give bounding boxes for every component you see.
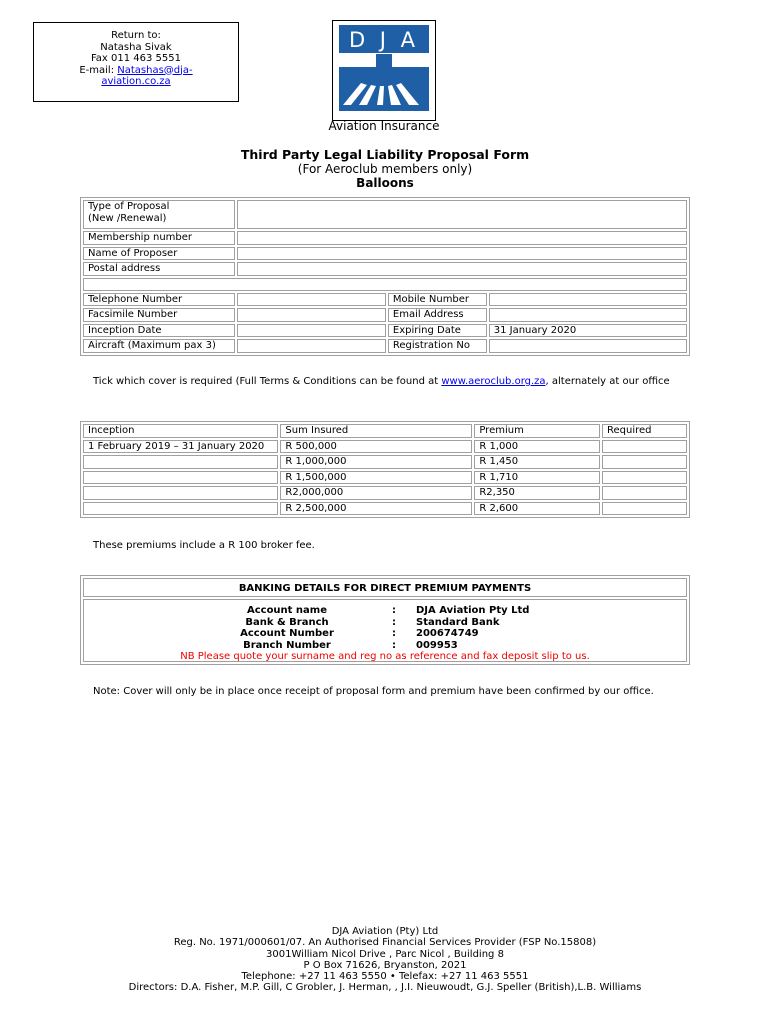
sum-insured-cell: R 2,500,000: [280, 502, 472, 516]
directors-list: Directors: D.A. Fisher, M.P. Gill, C Grobler, J. Herman, , J.I. Nieuwoudt, G.J. Speller (British),L.B. Williams: [128, 982, 642, 994]
type-of-proposal-label: Type of Proposal (New /Renewal): [83, 200, 235, 229]
table-row: [83, 502, 687, 516]
company-footer: [0, 926, 770, 994]
postal-address-field-continued[interactable]: [83, 278, 687, 291]
membership-number-label: Membership number: [83, 231, 235, 245]
dja-logo-graphic: [333, 21, 435, 120]
premium-cell: R 1,000: [474, 440, 600, 454]
colon: :: [392, 640, 396, 651]
empty-cell: [83, 502, 278, 516]
cover-confirmation-note: Note: Cover will only be in place once receipt of proposal form and premium have been confirmed by our office.: [93, 686, 654, 697]
empty-cell: [83, 486, 278, 500]
sum-insured-cell: R 1,000,000: [280, 455, 472, 469]
contact-name: Natasha Sivak: [100, 41, 172, 53]
empty-cell: [83, 471, 278, 485]
cover-period: 1 February 2019 – 31 January 2020: [83, 440, 278, 454]
bank-row-account-name: [84, 605, 686, 617]
premium-cell: R 1,710: [474, 471, 600, 485]
return-address-box: [33, 22, 239, 102]
aircraft-label: Aircraft (Maximum pax 3): [83, 339, 235, 353]
form-subtitle: (For Aeroclub members only): [297, 162, 473, 176]
branch-number-value: 009953: [416, 640, 458, 651]
registration-info: Reg. No. 1971/000601/07. An Authorised Financial Services Provider (FSP No.15808): [173, 937, 597, 949]
return-to-label: Return to:: [111, 30, 161, 41]
sum-insured-cell: R2,000,000: [280, 486, 472, 500]
sum-insured-cell: R 500,000: [280, 440, 472, 454]
premium-cell: R 2,600: [474, 502, 600, 516]
aeroclub-link[interactable]: www.aeroclub.org.za: [441, 376, 546, 387]
street-address: 3001William Nicol Drive , Parc Nicol , Building 8: [266, 948, 504, 960]
header-premium: Premium: [474, 424, 600, 438]
logo-caption: Aviation Insurance: [328, 119, 440, 133]
empty-cell: [83, 455, 278, 469]
required-checkbox-cell[interactable]: [602, 455, 687, 469]
email-line: [34, 65, 238, 77]
table-row: [83, 471, 687, 485]
fax-number: Fax 011 463 5551: [90, 53, 182, 64]
mobile-number-label: Mobile Number: [388, 293, 487, 307]
email-prefix: E-mail:: [79, 64, 118, 76]
premium-cell: R 1,450: [474, 455, 600, 469]
sum-insured-cell: R 1,500,000: [280, 471, 472, 485]
telephone-number-label: Telephone Number: [83, 293, 235, 307]
facsimile-number-label: Facsimile Number: [83, 308, 235, 322]
postal-address-label: Postal address: [83, 262, 235, 276]
header-inception: Inception: [83, 424, 278, 438]
form-titles: [0, 147, 770, 190]
aircraft-field[interactable]: [237, 339, 386, 353]
required-checkbox-cell[interactable]: [602, 440, 687, 454]
name-of-proposer-field[interactable]: [237, 247, 687, 261]
header-sum-insured: Sum Insured: [280, 424, 472, 438]
required-checkbox-cell[interactable]: [602, 486, 687, 500]
bank-branch-label: Bank & Branch: [245, 617, 329, 628]
email-address-label: Email Address: [388, 308, 487, 322]
broker-fee-note: These premiums include a R 100 broker fee.: [93, 540, 315, 551]
proposal-details-table: [80, 197, 690, 356]
expiring-date-label: Expiring Date: [388, 324, 487, 338]
mobile-number-field[interactable]: [489, 293, 687, 307]
account-number-label: Account Number: [240, 628, 334, 639]
account-number-value: 200674749: [416, 628, 479, 639]
logo-letters: D J A: [348, 28, 420, 52]
account-name-label: Account name: [246, 605, 328, 616]
postal-address: P O Box 71626, Bryanston, 2021: [303, 959, 467, 971]
banking-details-box: [80, 575, 690, 665]
required-checkbox-cell[interactable]: [602, 471, 687, 485]
header-required: Required: [602, 424, 687, 438]
colon: :: [392, 605, 396, 616]
table-row: [83, 440, 687, 454]
registration-no-label: Registration No: [388, 339, 487, 353]
premium-cell: R2,350: [474, 486, 600, 500]
email-link-continued[interactable]: aviation.co.za: [101, 76, 171, 87]
required-checkbox-cell[interactable]: [602, 502, 687, 516]
dja-logo: [332, 20, 436, 121]
form-title: Third Party Legal Liability Proposal Form: [240, 147, 530, 162]
table-row: [83, 486, 687, 500]
bank-branch-value: Standard Bank: [416, 617, 500, 628]
reference-notice: NB Please quote your surname and reg no as reference and fax deposit slip to us.: [180, 651, 590, 662]
facsimile-number-field[interactable]: [237, 308, 386, 322]
postal-address-field[interactable]: [237, 262, 687, 276]
form-category: Balloons: [356, 176, 414, 190]
email-link[interactable]: Natashas@dja-: [117, 64, 193, 76]
bank-row-account-number: [84, 628, 686, 640]
table-row: [83, 455, 687, 469]
colon: :: [392, 628, 396, 639]
company-name: DJA Aviation (Pty) Ltd: [331, 926, 439, 937]
inception-date-label: Inception Date: [83, 324, 235, 338]
expiring-date-value[interactable]: 31 January 2020: [489, 324, 687, 338]
inception-date-field[interactable]: [237, 324, 386, 338]
type-of-proposal-field[interactable]: [237, 200, 687, 229]
banking-body: [83, 599, 687, 662]
cover-instruction: Tick which cover is required (Full Terms & Conditions can be found at www.aeroclub.org.za, alternately at our office: [93, 376, 670, 387]
name-of-proposer-label: Name of Proposer: [83, 247, 235, 261]
cover-options-table: [80, 421, 690, 518]
registration-no-field[interactable]: [489, 339, 687, 353]
telephone-number-field[interactable]: [237, 293, 386, 307]
contact-numbers: Telephone: +27 11 463 5550 • Telefax: +27 11 463 5551: [241, 971, 529, 983]
banking-heading: BANKING DETAILS FOR DIRECT PREMIUM PAYMENTS: [83, 578, 687, 597]
email-address-field[interactable]: [489, 308, 687, 322]
colon: :: [392, 617, 396, 628]
account-name-value: DJA Aviation Pty Ltd: [416, 605, 530, 616]
branch-number-label: Branch Number: [243, 640, 331, 651]
membership-number-field[interactable]: [237, 231, 687, 245]
